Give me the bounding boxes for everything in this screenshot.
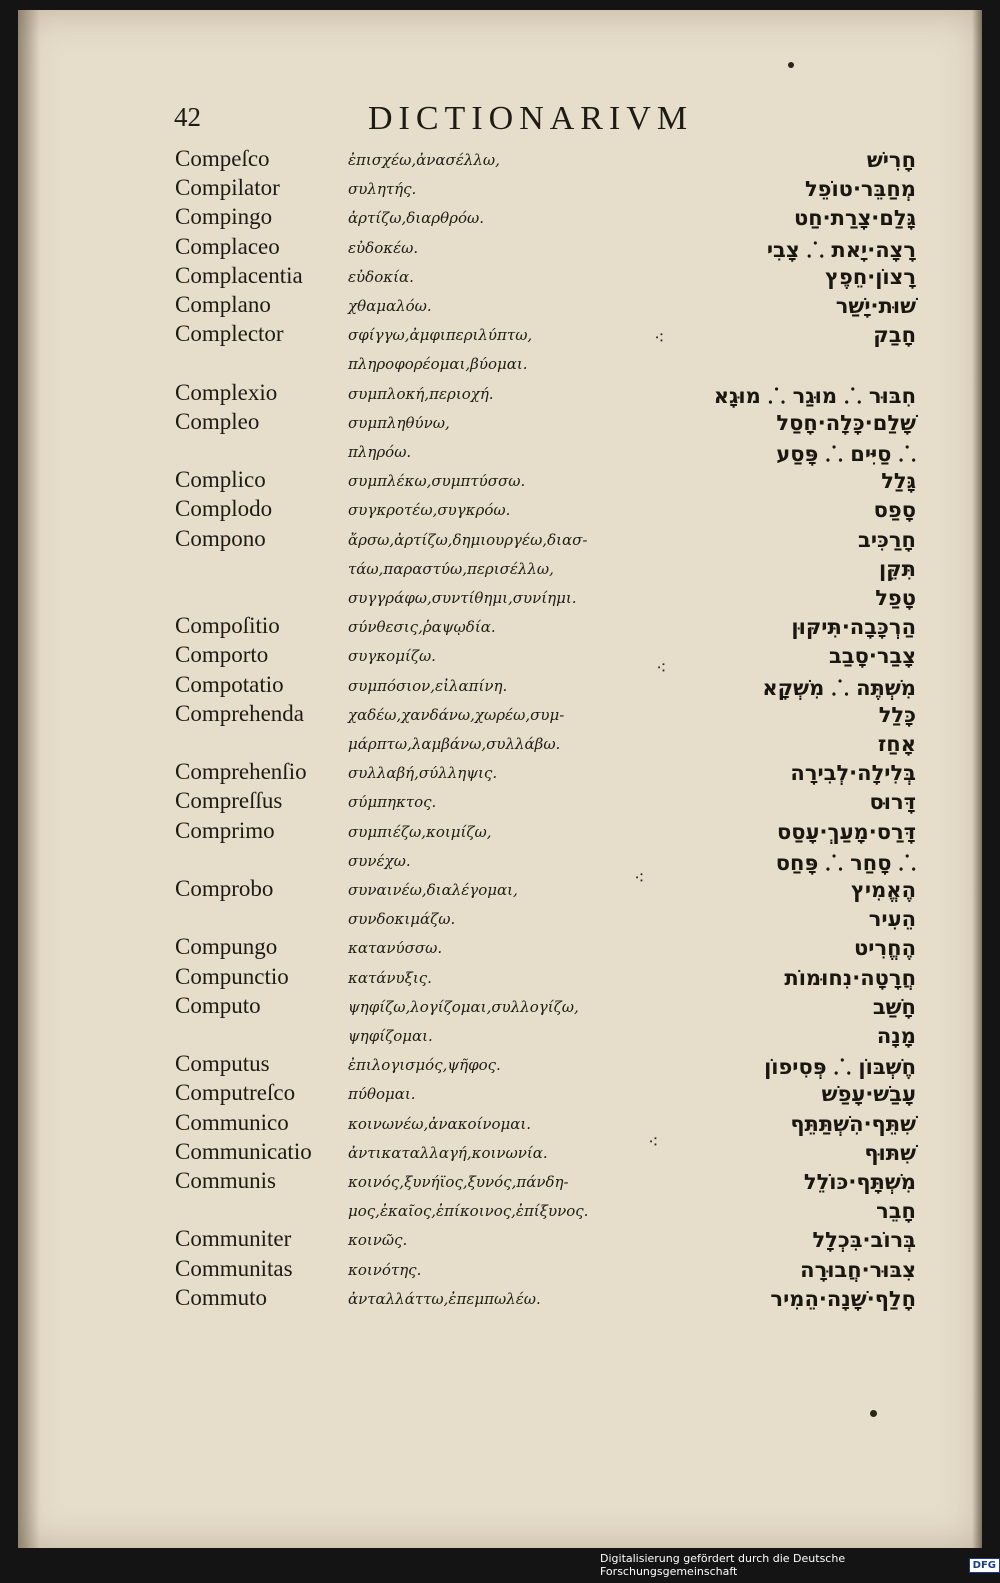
hebrew-equivalent: מָנָה [876,1024,916,1048]
latin-headword: Compeſco [175,146,270,171]
greek-equivalent: ψηφίζω,λογίζομαι,συλλογίζω, [348,997,579,1016]
greek-equivalent: ἄρσω,ἀρτίζω,δημιουργέω,διασ- [348,530,588,549]
latin-headword: Comprehenſio [175,759,307,785]
hebrew-equivalent: בְּלִילָה·לְבִירָה [790,761,916,786]
hebrew-equivalent: סָפַס [873,498,916,523]
latin-headword: Compungo [175,934,278,960]
hebrew-equivalent: רָצָה·יָאת ⸫ צָבִי [766,237,916,262]
hebrew-equivalent: גָּלַם·צָרַת·חַט [793,206,916,231]
greek-equivalent: συγγράφω,συντίθημι,συνίημι. [348,589,577,607]
trefoil-ornament: ⁖ [656,658,667,678]
hebrew-equivalent: צָבַר·סָבַב [828,644,916,669]
latin-headword: Complano [175,292,271,317]
running-title: DICTIONARIVM [368,100,694,137]
greek-equivalent: ἀρτίζω,διαρθρόω. [348,209,484,228]
latin-headword: Communiter [175,1226,292,1252]
greek-equivalent: κοινός,ξυνήϊος,ξυνός,πάνδη- [348,1173,569,1191]
greek-equivalent: συμπλοκή,περιοχή. [348,384,494,403]
latin-headword: Comprimo [175,817,275,843]
hebrew-equivalent: כָּלַל [878,702,916,727]
trefoil-ornament: ⁖ [648,1132,659,1152]
ink-spot [788,62,794,68]
latin-headword: Complico [175,467,266,493]
hebrew-equivalent: גָּלַל [881,469,916,494]
latin-headword: Communicatio [175,1138,312,1164]
latin-headword: Compunctio [175,963,289,989]
latin-headword: Computus [175,1051,270,1077]
latin-headword: Comporto [175,642,269,668]
greek-equivalent: συμπιέζω,κοιμίζω, [348,822,492,841]
book-page [18,10,982,1548]
footer-text: Digitalisierung gefördert durch die Deutsche Forschungsgemeinschaft [600,1552,846,1578]
hebrew-equivalent: חָבַק [873,323,916,348]
latin-headword: Communico [175,1109,289,1135]
greek-equivalent: ἐπισχέω,ἀνασέλλω, [348,151,500,169]
dictionary-entries [18,10,982,1548]
hebrew-equivalent: הַרְכָּבָה·תִּיקּוּן [791,615,916,640]
greek-equivalent: ἀντικαταλλαγή,κοινωνία. [348,1143,548,1162]
greek-equivalent: μος,ἐκαῖος,ἐπίκοινος,ἐπίξυνος. [348,1202,589,1221]
greek-equivalent: συγκροτέω,συγκρόω. [348,501,511,520]
latin-headword: Computo [175,992,261,1018]
dfg-logo: DFG [969,1558,1000,1573]
hebrew-equivalent: צִבּוּר·חֲבוּרָה [800,1257,916,1282]
ink-spot [870,1410,877,1417]
hebrew-equivalent: חָרִישׁ [866,148,916,172]
greek-equivalent: εὐδοκέω. [348,238,419,257]
latin-headword: Computreſco [175,1080,296,1106]
latin-headword: Compotatio [175,671,284,697]
greek-equivalent: συμπληθύνω, [348,413,450,432]
latin-headword: Communis [175,1168,276,1193]
greek-equivalent: συμπόσιον,εἰλαπίνη. [348,676,508,695]
greek-equivalent: συλλαβή,σύλληψις. [348,764,498,783]
hebrew-equivalent: חָלַף·שָׁנָה·הֵמִיר [770,1286,916,1311]
latin-headword: Comprobo [175,876,274,901]
hebrew-equivalent: שׁוּת·יָשַׁר [835,294,916,318]
hebrew-equivalent: אָחַז [877,732,916,756]
greek-equivalent: σύνθεσις,ῥαψῳδία. [348,618,496,637]
greek-equivalent: ψηφίζομαι. [348,1027,433,1045]
hebrew-equivalent: חִבּוּר ⸫ מוּגַר ⸫ מוּגָא [713,383,916,408]
greek-equivalent: συμπλέκω,συμπτύσσω. [348,472,526,491]
hebrew-equivalent: חֲרָטָה·נִחוּמוֹת [784,965,916,990]
hebrew-equivalent: חֶשְׁבּוֹן ⸫ פְּסִיפוֹן [764,1055,916,1080]
latin-headword: Compingo [175,204,273,230]
greek-equivalent: συγκομίζω. [348,647,436,666]
greek-equivalent: κοινότης. [348,1260,422,1279]
hebrew-equivalent: רָצוֹן·חֵפֶץ [825,264,916,289]
latin-headword: Complaceo [175,233,280,259]
hebrew-equivalent: טָפַל [875,586,916,610]
hebrew-equivalent: הֶאֱמִיץ [851,878,916,902]
greek-equivalent: συνδοκιμάζω. [348,910,456,929]
hebrew-equivalent: ⸫ סָחַר ⸫ פָּחַס [775,850,916,875]
greek-equivalent: εὐδοκία. [348,267,414,286]
hebrew-equivalent: ⸫ סַיִּים ⸫ פָּסַע [776,442,916,466]
greek-equivalent: συνέχω. [348,851,411,870]
latin-headword: Complacentia [175,262,303,288]
greek-equivalent: πύθομαι. [348,1085,416,1104]
hebrew-equivalent: עָבַשׁ·עָפַשׁ [821,1082,916,1107]
hebrew-equivalent: חָרַכִּיב [858,527,916,552]
trefoil-ornament: ⁖ [634,868,645,888]
greek-equivalent: συλητής. [348,180,417,199]
greek-equivalent: σύμπηκτος. [348,793,437,812]
latin-headword: Communitas [175,1255,293,1281]
greek-equivalent: χθαμαλόω. [348,297,432,315]
latin-headword: Compreſſus [175,788,283,814]
hebrew-equivalent: מִשְׁתֶּה ⸫ מִשְׁקָא [762,675,916,700]
greek-equivalent: κατάνυξις. [348,968,432,987]
greek-equivalent: τάω,παραστύω,περισέλλω, [348,559,554,578]
greek-equivalent: πληροφορέομαι,βύομαι. [348,355,528,374]
page-number: 42 [174,102,201,132]
hebrew-equivalent: שָׁלַם·כָּלָה·חָסַל [776,410,916,435]
hebrew-equivalent: דָּרוּס [869,790,916,815]
latin-headword: Compoſitio [175,613,280,639]
hebrew-equivalent: תִּקֵּן [878,556,916,581]
latin-headword: Compilator [175,175,280,201]
hebrew-equivalent: הֶחֱרִיט [854,936,916,961]
hebrew-equivalent: חָבֵר [876,1199,916,1224]
greek-equivalent: χαδέω,χανδάνω,χωρέω,συμ- [348,705,565,724]
hebrew-equivalent: בְּרוֹב·בִּכְלָל [812,1228,916,1253]
greek-equivalent: μάρπτω,λαμβάνω,συλλάβω. [348,735,561,753]
latin-headword: Complodo [175,496,273,522]
hebrew-equivalent: הֵעִיר [868,907,916,932]
digitization-footer [600,1553,1000,1577]
hebrew-equivalent: מְחַבֵּר·טוֹפֵל [804,177,916,202]
greek-equivalent: κοινῶς. [348,1231,408,1250]
greek-equivalent: ἐπιλογισμός,ψῆφος. [348,1056,501,1075]
latin-headword: Compleo [175,408,260,434]
greek-equivalent: πληρόω. [348,443,412,461]
hebrew-equivalent: חָשַׁב [872,994,916,1019]
latin-headword: Comprehenda [175,700,305,726]
latin-headword: Complector [175,321,284,347]
greek-equivalent: κοινωνέω,ἀνακοίνομαι. [348,1114,532,1133]
latin-headword: Complexio [175,379,278,405]
greek-equivalent: ἀνταλλάττω,ἐπεμπωλέω. [348,1289,541,1308]
hebrew-equivalent: שִׁתּוּף [864,1140,916,1165]
greek-equivalent: κατανύσσω. [348,939,443,958]
hebrew-equivalent: מִשְׁתָּף·כּוֹלֵל [803,1170,916,1194]
greek-equivalent: σφίγγω,ἀμφιπεριλύπτω, [348,326,533,345]
hebrew-equivalent: שִׁתֵּף·הִשְׁתַּתֵּף [790,1111,916,1136]
latin-headword: Compono [175,525,266,551]
greek-equivalent: συναινέω,διαλέγομαι, [348,881,518,899]
latin-headword: Commuto [175,1284,268,1310]
hebrew-equivalent: דָּרַס·מָעַךְ·עָסַס [776,819,916,844]
trefoil-ornament: ⁖ [654,328,665,348]
